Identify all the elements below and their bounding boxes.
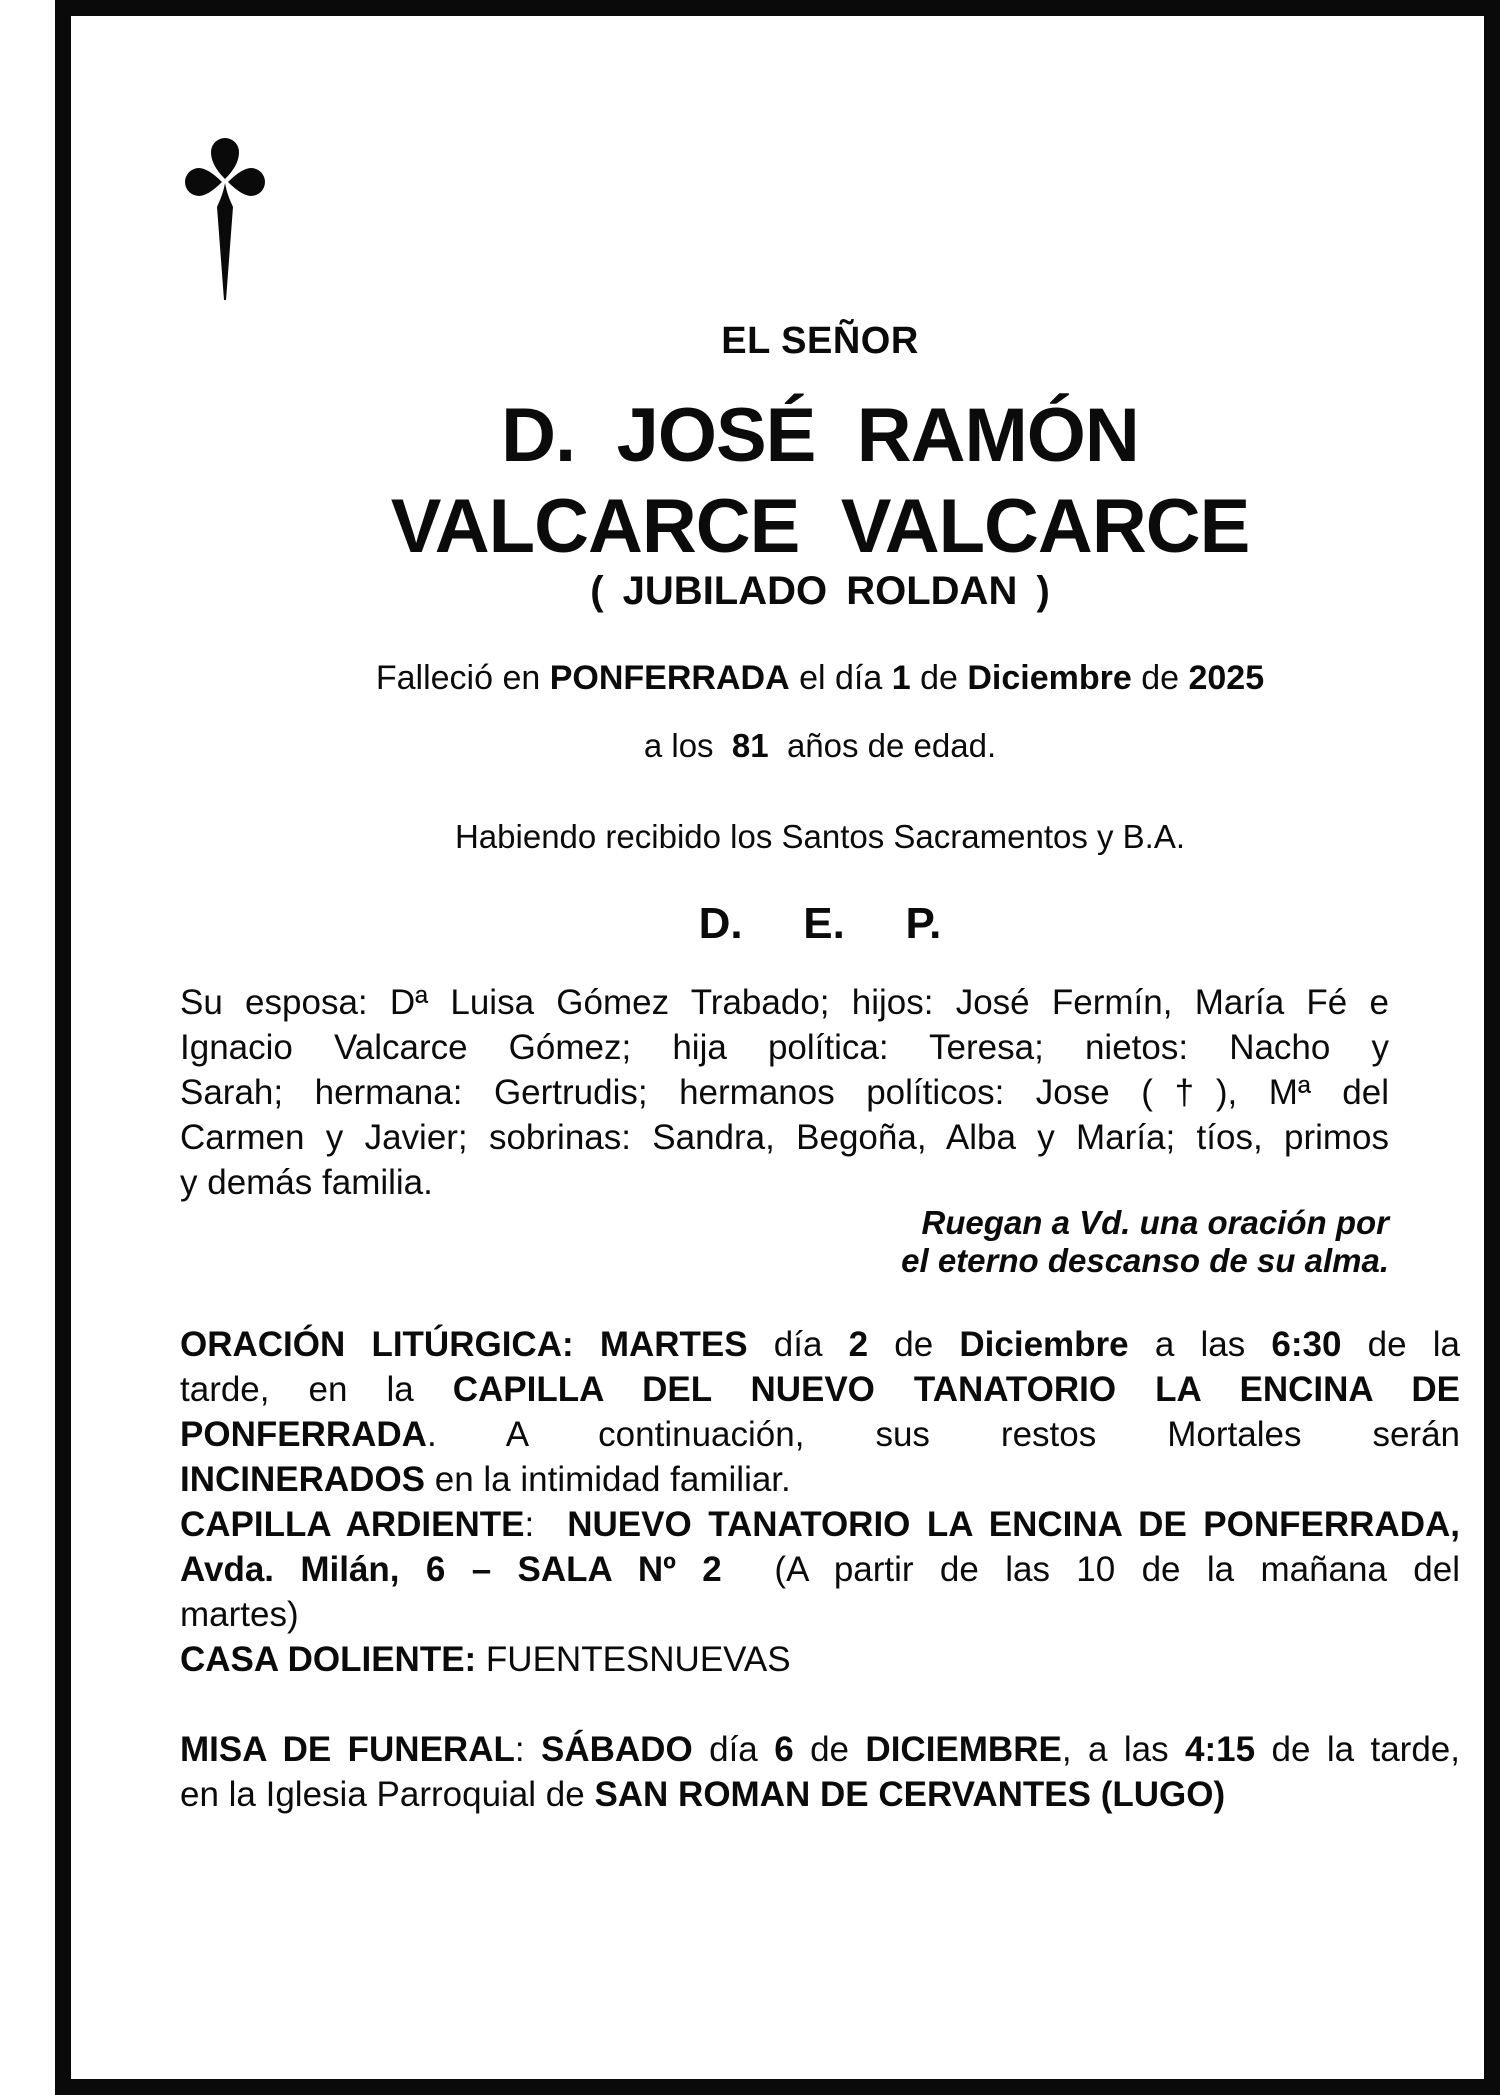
prayer-line2: el eterno descanso de su alma.	[901, 1242, 1389, 1279]
bold-text-segment: Diciembre	[959, 1325, 1129, 1364]
deceased-name-line2: VALCARCE VALCARCE	[390, 484, 1250, 569]
text-segment: Sarah; hermana: Gertrudis; hermanos políticos: Jose (†), Mª del	[180, 1073, 1389, 1112]
bold-text-segment: SÁBADO	[541, 1730, 693, 1769]
text-segment: años de edad.	[768, 727, 997, 764]
family-paragraph	[180, 980, 1389, 1205]
bold-text-segment: 2	[848, 1325, 869, 1364]
bold-text-segment: CAPILLA ARDIENTE	[180, 1505, 525, 1544]
text-line	[180, 1160, 1389, 1205]
funeral-mass-paragraph	[180, 1727, 1460, 1817]
prayer-line1: Ruegan a Vd. una oración por	[921, 1204, 1389, 1241]
services-paragraph	[180, 1322, 1460, 1682]
text-segment: en la Iglesia Parroquial de	[180, 1775, 595, 1814]
text-line	[180, 1727, 1460, 1772]
text-segment: martes)	[180, 1595, 299, 1634]
text-line	[180, 1457, 1460, 1502]
sacraments-line	[180, 820, 1460, 853]
bold-text-segment: Avda. Milán, 6 – SALA Nº 2	[180, 1550, 722, 1589]
bold-text-segment: 6:30	[1271, 1325, 1342, 1364]
text-line	[180, 1547, 1460, 1592]
text-segment: de	[793, 1730, 866, 1769]
text-line	[180, 1412, 1460, 1457]
bold-text-segment: DICIEMBRE	[865, 1730, 1062, 1769]
bold-text-segment: INCINERADOS	[180, 1460, 426, 1499]
text-segment: a las	[1128, 1325, 1272, 1364]
bold-text-segment: SAN ROMAN DE CERVANTES (LUGO)	[594, 1775, 1226, 1814]
bold-text-segment: ORACIÓN LITÚRGICA: MARTES	[180, 1325, 748, 1364]
text-segment: de	[868, 1325, 960, 1364]
text-segment: :	[514, 1730, 541, 1769]
text-segment: el día	[789, 659, 892, 697]
text-segment: , a las	[1061, 1730, 1186, 1769]
text-segment: de la	[1341, 1325, 1460, 1364]
bold-text-segment: MISA DE FUNERAL	[180, 1730, 515, 1769]
age-line	[180, 729, 1460, 762]
text-segment: de	[1131, 659, 1189, 697]
honorific-title: EL SEÑOR	[721, 320, 919, 362]
text-segment: Falleció en	[375, 659, 550, 697]
text-segment: tarde, en la	[180, 1370, 453, 1409]
text-segment: Ignacio Valcarce Gómez; hija política: Teresa; nietos: Nacho y	[180, 1028, 1389, 1067]
text-segment: Carmen y Javier; sobrinas: Sandra, Begoña, Alba y María; tíos, primos	[180, 1118, 1389, 1157]
text-line	[180, 1322, 1460, 1367]
text-segment: de	[910, 659, 968, 697]
bold-text-segment: PONFERRADA	[549, 659, 790, 697]
text-segment: Habiendo recibido los Santos Sacramentos y B.A.	[454, 818, 1186, 855]
text-segment: (A partir de las 10 de la mañana del	[721, 1550, 1460, 1589]
deceased-subtitle: ( JUBILADO ROLDAN )	[590, 569, 1050, 613]
text-line	[180, 1367, 1460, 1412]
text-segment: en la intimidad familiar.	[425, 1460, 791, 1499]
text-segment: :	[524, 1505, 568, 1544]
bold-text-segment: Diciembre	[967, 659, 1132, 697]
text-segment: día	[747, 1325, 849, 1364]
text-line	[180, 1115, 1389, 1160]
cross-icon	[185, 137, 265, 300]
text-line	[180, 980, 1389, 1025]
bold-text-segment: 4:15	[1185, 1730, 1256, 1769]
text-line	[180, 1070, 1389, 1115]
bold-text-segment: 1	[891, 659, 911, 697]
text-segment: . A continuación, sus restos Mortales serán	[426, 1415, 1460, 1454]
bold-text-segment: CASA DOLIENTE:	[180, 1640, 477, 1679]
text-segment: día	[692, 1730, 775, 1769]
death-place-date-line	[180, 661, 1460, 695]
bold-text-segment: 81	[731, 727, 769, 764]
rest-in-peace-abbreviation: D. E. P.	[698, 899, 942, 948]
bold-text-segment: 2025	[1188, 659, 1265, 697]
text-line	[180, 1772, 1460, 1817]
deceased-name-line1: D. JOSÉ RAMÓN	[501, 393, 1139, 478]
text-line	[180, 1502, 1460, 1547]
bold-text-segment: 6	[774, 1730, 794, 1769]
text-line	[180, 1592, 1460, 1637]
text-segment: a los	[643, 727, 732, 764]
text-line	[180, 1637, 1460, 1682]
bold-text-segment: CAPILLA DEL NUEVO TANATORIO LA ENCINA DE	[452, 1370, 1461, 1409]
text-segment: FUENTESNUEVAS	[476, 1640, 791, 1679]
text-segment: Su esposa: Dª Luisa Gómez Trabado; hijos: José Fermín, María Fé e	[180, 983, 1389, 1022]
bold-text-segment: PONFERRADA	[180, 1415, 427, 1454]
text-line	[180, 1025, 1389, 1070]
bold-text-segment: NUEVO TANATORIO LA ENCINA DE PONFERRADA,	[567, 1505, 1460, 1544]
text-segment: de la tarde,	[1255, 1730, 1460, 1769]
prayer-request	[180, 1204, 1389, 1280]
text-segment: y demás familia.	[180, 1163, 433, 1202]
